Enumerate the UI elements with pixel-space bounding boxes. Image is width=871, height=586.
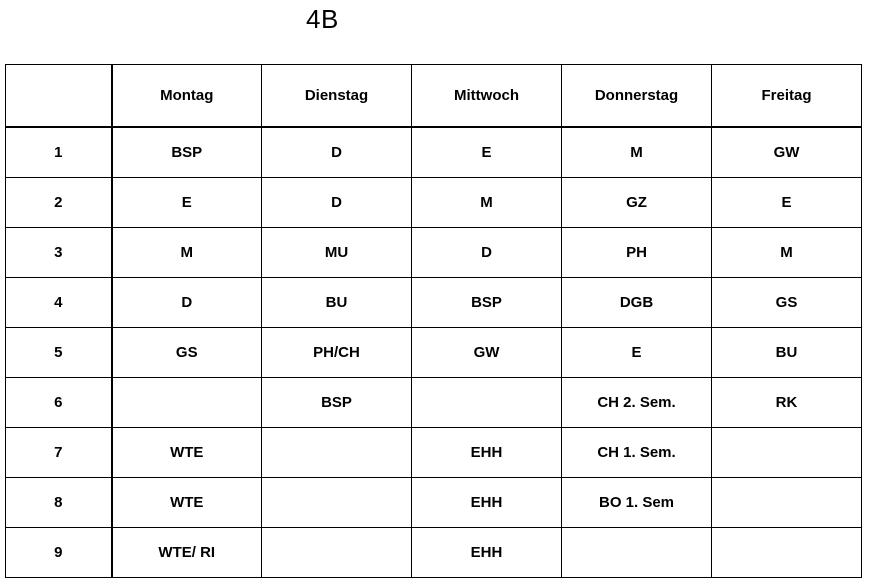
period-number: 3 — [6, 228, 112, 278]
subject-cell-mittwoch: GW — [412, 328, 562, 378]
subject-cell-donnerstag: GZ — [562, 178, 712, 228]
subject-cell-mittwoch — [412, 378, 562, 428]
table-row — [6, 228, 862, 278]
subject-cell-dienstag — [262, 478, 412, 528]
subject-cell-montag: E — [112, 178, 262, 228]
subject-cell-mittwoch: BSP — [412, 278, 562, 328]
subject-cell-montag: M — [112, 228, 262, 278]
subject-cell-freitag — [712, 428, 862, 478]
day-header-montag: Montag — [112, 65, 262, 128]
subject-cell-montag: WTE/ RI — [112, 528, 262, 578]
header-row — [6, 65, 862, 128]
day-header-freitag: Freitag — [712, 65, 862, 128]
subject-cell-montag: WTE — [112, 478, 262, 528]
subject-cell-freitag: GS — [712, 278, 862, 328]
subject-cell-dienstag: D — [262, 127, 412, 178]
table-row — [6, 428, 862, 478]
subject-cell-donnerstag: E — [562, 328, 712, 378]
table-row — [6, 378, 862, 428]
subject-cell-donnerstag: CH 2. Sem. — [562, 378, 712, 428]
table-row — [6, 328, 862, 378]
period-number: 1 — [6, 127, 112, 178]
subject-cell-dienstag — [262, 528, 412, 578]
subject-cell-dienstag — [262, 428, 412, 478]
day-header-mittwoch: Mittwoch — [412, 65, 562, 128]
day-header-dienstag: Dienstag — [262, 65, 412, 128]
subject-cell-donnerstag: DGB — [562, 278, 712, 328]
table-row — [6, 478, 862, 528]
period-number: 5 — [6, 328, 112, 378]
period-number: 7 — [6, 428, 112, 478]
table-row — [6, 178, 862, 228]
subject-cell-mittwoch: EHH — [412, 528, 562, 578]
day-header-donnerstag: Donnerstag — [562, 65, 712, 128]
subject-cell-donnerstag: M — [562, 127, 712, 178]
subject-cell-dienstag: BSP — [262, 378, 412, 428]
table-row — [6, 528, 862, 578]
subject-cell-donnerstag — [562, 528, 712, 578]
period-number: 4 — [6, 278, 112, 328]
period-number: 6 — [6, 378, 112, 428]
subject-cell-freitag: M — [712, 228, 862, 278]
subject-cell-montag — [112, 378, 262, 428]
subject-cell-freitag — [712, 528, 862, 578]
page-title: 4B — [306, 4, 339, 34]
subject-cell-dienstag: D — [262, 178, 412, 228]
subject-cell-freitag: RK — [712, 378, 862, 428]
period-number: 2 — [6, 178, 112, 228]
subject-cell-dienstag: BU — [262, 278, 412, 328]
table-row — [6, 278, 862, 328]
subject-cell-mittwoch: EHH — [412, 428, 562, 478]
subject-cell-freitag: E — [712, 178, 862, 228]
subject-cell-donnerstag: PH — [562, 228, 712, 278]
subject-cell-montag: D — [112, 278, 262, 328]
corner-cell — [6, 65, 112, 128]
subject-cell-dienstag: MU — [262, 228, 412, 278]
subject-cell-mittwoch: M — [412, 178, 562, 228]
subject-cell-freitag: BU — [712, 328, 862, 378]
subject-cell-montag: BSP — [112, 127, 262, 178]
subject-cell-freitag — [712, 478, 862, 528]
subject-cell-mittwoch: E — [412, 127, 562, 178]
table-row — [6, 127, 862, 178]
subject-cell-dienstag: PH/CH — [262, 328, 412, 378]
subject-cell-freitag: GW — [712, 127, 862, 178]
subject-cell-donnerstag: BO 1. Sem — [562, 478, 712, 528]
timetable — [5, 64, 862, 578]
subject-cell-montag: GS — [112, 328, 262, 378]
period-number: 8 — [6, 478, 112, 528]
period-number: 9 — [6, 528, 112, 578]
subject-cell-mittwoch: EHH — [412, 478, 562, 528]
subject-cell-donnerstag: CH 1. Sem. — [562, 428, 712, 478]
subject-cell-montag: WTE — [112, 428, 262, 478]
subject-cell-mittwoch: D — [412, 228, 562, 278]
